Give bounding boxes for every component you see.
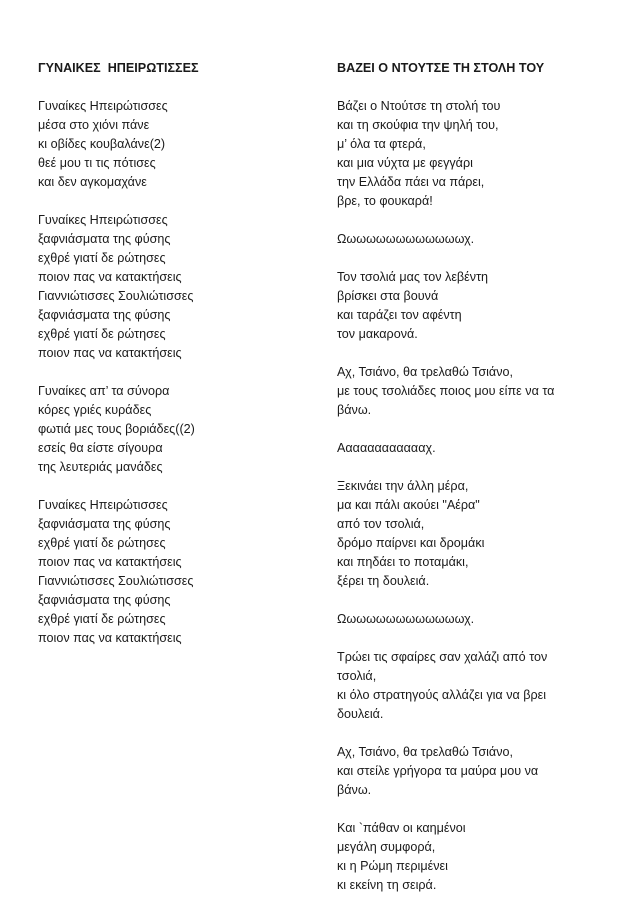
stanza xyxy=(38,382,308,477)
stanza xyxy=(337,477,627,591)
poem-line: εχθρέ γιατί δε ρώτησες xyxy=(38,327,166,341)
poem-line: και ταράζει τον αφέντη xyxy=(337,308,462,322)
poem-line: κόρες γριές κυράδες xyxy=(38,403,152,417)
poem-line: και τη σκούφια την ψηλή του, xyxy=(337,118,499,132)
poem-line: εχθρέ γιατί δε ρώτησες xyxy=(38,536,166,550)
poem-line: Τον τσολιά μας τον λεβέντη xyxy=(337,270,489,284)
right-poem-column xyxy=(337,59,627,914)
poem-line: Γυναίκες απ’ τα σύνορα xyxy=(38,384,170,398)
poem-line: κι η Ρώμη περιμένει xyxy=(337,859,448,873)
poem-line: ξαφνιάσματα της φύσης xyxy=(38,308,171,322)
poem-line: ξαφνιάσματα της φύσης xyxy=(38,517,171,531)
poem-line: ξέρει τη δουλειά. xyxy=(337,574,430,588)
poem-line: Γυναίκες Ηπειρώτισσες xyxy=(38,99,168,113)
poem-line: μ’ όλα τα φτερά, xyxy=(337,137,426,151)
poem-line: εσείς θα είστε σίγουρα xyxy=(38,441,163,455)
poem-line: ποιον πας να κατακτήσεις xyxy=(38,270,182,284)
poem-line: και πηδάει το ποταμάκι, xyxy=(337,555,469,569)
poem-line: Αχ, Τσιάνο, θα τρελαθώ Τσιάνο, xyxy=(337,365,514,379)
poem-line: τσολιά, xyxy=(337,669,377,683)
stanza xyxy=(337,363,627,420)
poem-line: κι εκείνη τη σειρά. xyxy=(337,878,437,892)
poem-line: Γιαννιώτισσες Σουλιώτισσες xyxy=(38,289,194,303)
poem-line: Ωωωωωωωωωωωωωχ. xyxy=(337,612,475,626)
poem-line: με τους τσολιάδες ποιος μου είπε να τα xyxy=(337,384,555,398)
poem-line: και στείλε γρήγορα τα μαύρα μου να xyxy=(337,764,539,778)
poem-line: Γυναίκες Ηπειρώτισσες xyxy=(38,498,168,512)
poem-line: βρίσκει στα βουνά xyxy=(337,289,439,303)
stanza xyxy=(337,610,627,629)
poem-line: Και `πάθαν οι καημένοι xyxy=(337,821,466,835)
poem-line: την Ελλάδα πάει να πάρει, xyxy=(337,175,485,189)
poem-line: κι όλο στρατηγούς αλλάζει για να βρει xyxy=(337,688,547,702)
poem-line: Γιαννιώτισσες Σουλιώτισσες xyxy=(38,574,194,588)
stanza xyxy=(337,268,627,344)
poem-line: Ξεκινάει την άλλη μέρα, xyxy=(337,479,469,493)
poem-line: και μια νύχτα με φεγγάρι xyxy=(337,156,473,170)
poem-line: μέσα στο χιόνι πάνε xyxy=(38,118,150,132)
stanza xyxy=(337,819,627,895)
poem-line: εχθρέ γιατί δε ρώτησες xyxy=(38,251,166,265)
stanza xyxy=(38,97,308,192)
poem-line: Ααααααααααααχ. xyxy=(337,441,436,455)
poem-line: ποιον πας να κατακτήσεις xyxy=(38,346,182,360)
poem-line: Αχ, Τσιάνο, θα τρελαθώ Τσιάνο, xyxy=(337,745,514,759)
poem-line: Βάζει ο Ντούτσε τη στολή του xyxy=(337,99,501,113)
poem-line: ποιον πας να κατακτήσεις xyxy=(38,555,182,569)
poem-line: βρε, το φουκαρά! xyxy=(337,194,433,208)
poem-line: κι οβίδες κουβαλάνε(2) xyxy=(38,137,166,151)
poem-line: δρόμο παίρνει και δρομάκι xyxy=(337,536,485,550)
poem-line: Γυναίκες Ηπειρώτισσες xyxy=(38,213,168,227)
stanza xyxy=(337,439,627,458)
poem-line: τον μακαρονά. xyxy=(337,327,418,341)
poem-line: Τρώει τις σφαίρες σαν χαλάζι από τον xyxy=(337,650,548,664)
poem-line: βάνω. xyxy=(337,403,372,417)
poem-line: ξαφνιάσματα της φύσης xyxy=(38,593,171,607)
poem-line: ποιον πας να κατακτήσεις xyxy=(38,631,182,645)
poem-line: θεέ μου τι τις πότισες xyxy=(38,156,156,170)
poem-line: βάνω. xyxy=(337,783,372,797)
stanza xyxy=(337,648,627,724)
poem-line: Ωωωωωωωωωωωωωχ. xyxy=(337,232,475,246)
poem-line: εχθρέ γιατί δε ρώτησες xyxy=(38,612,166,626)
poem-line: φωτιά μες τους βοριάδες((2) xyxy=(38,422,195,436)
stanza xyxy=(337,97,627,211)
poem-line: μεγάλη συμφορά, xyxy=(337,840,436,854)
stanza xyxy=(38,211,308,363)
poem-line: και δεν αγκομαχάνε xyxy=(38,175,147,189)
left-poem-column xyxy=(38,59,308,667)
poem-line: ξαφνιάσματα της φύσης xyxy=(38,232,171,246)
stanza xyxy=(337,743,627,800)
right-poem-title: ΒΑΖΕΙ Ο ΝΤΟΥΤΣΕ ΤΗ ΣΤΟΛΗ ΤΟΥ xyxy=(337,61,545,75)
stanza xyxy=(38,496,308,648)
poem-line: δουλειά. xyxy=(337,707,384,721)
stanza xyxy=(337,230,627,249)
poem-line: της λευτεριάς μανάδες xyxy=(38,460,163,474)
poem-line: μα και πάλι ακούει "Αέρα" xyxy=(337,498,480,512)
left-poem-title: ΓΥΝΑΙΚΕΣ ΗΠΕΙΡΩΤΙΣΣΕΣ xyxy=(38,61,199,75)
poem-line: από τον τσολιά, xyxy=(337,517,425,531)
